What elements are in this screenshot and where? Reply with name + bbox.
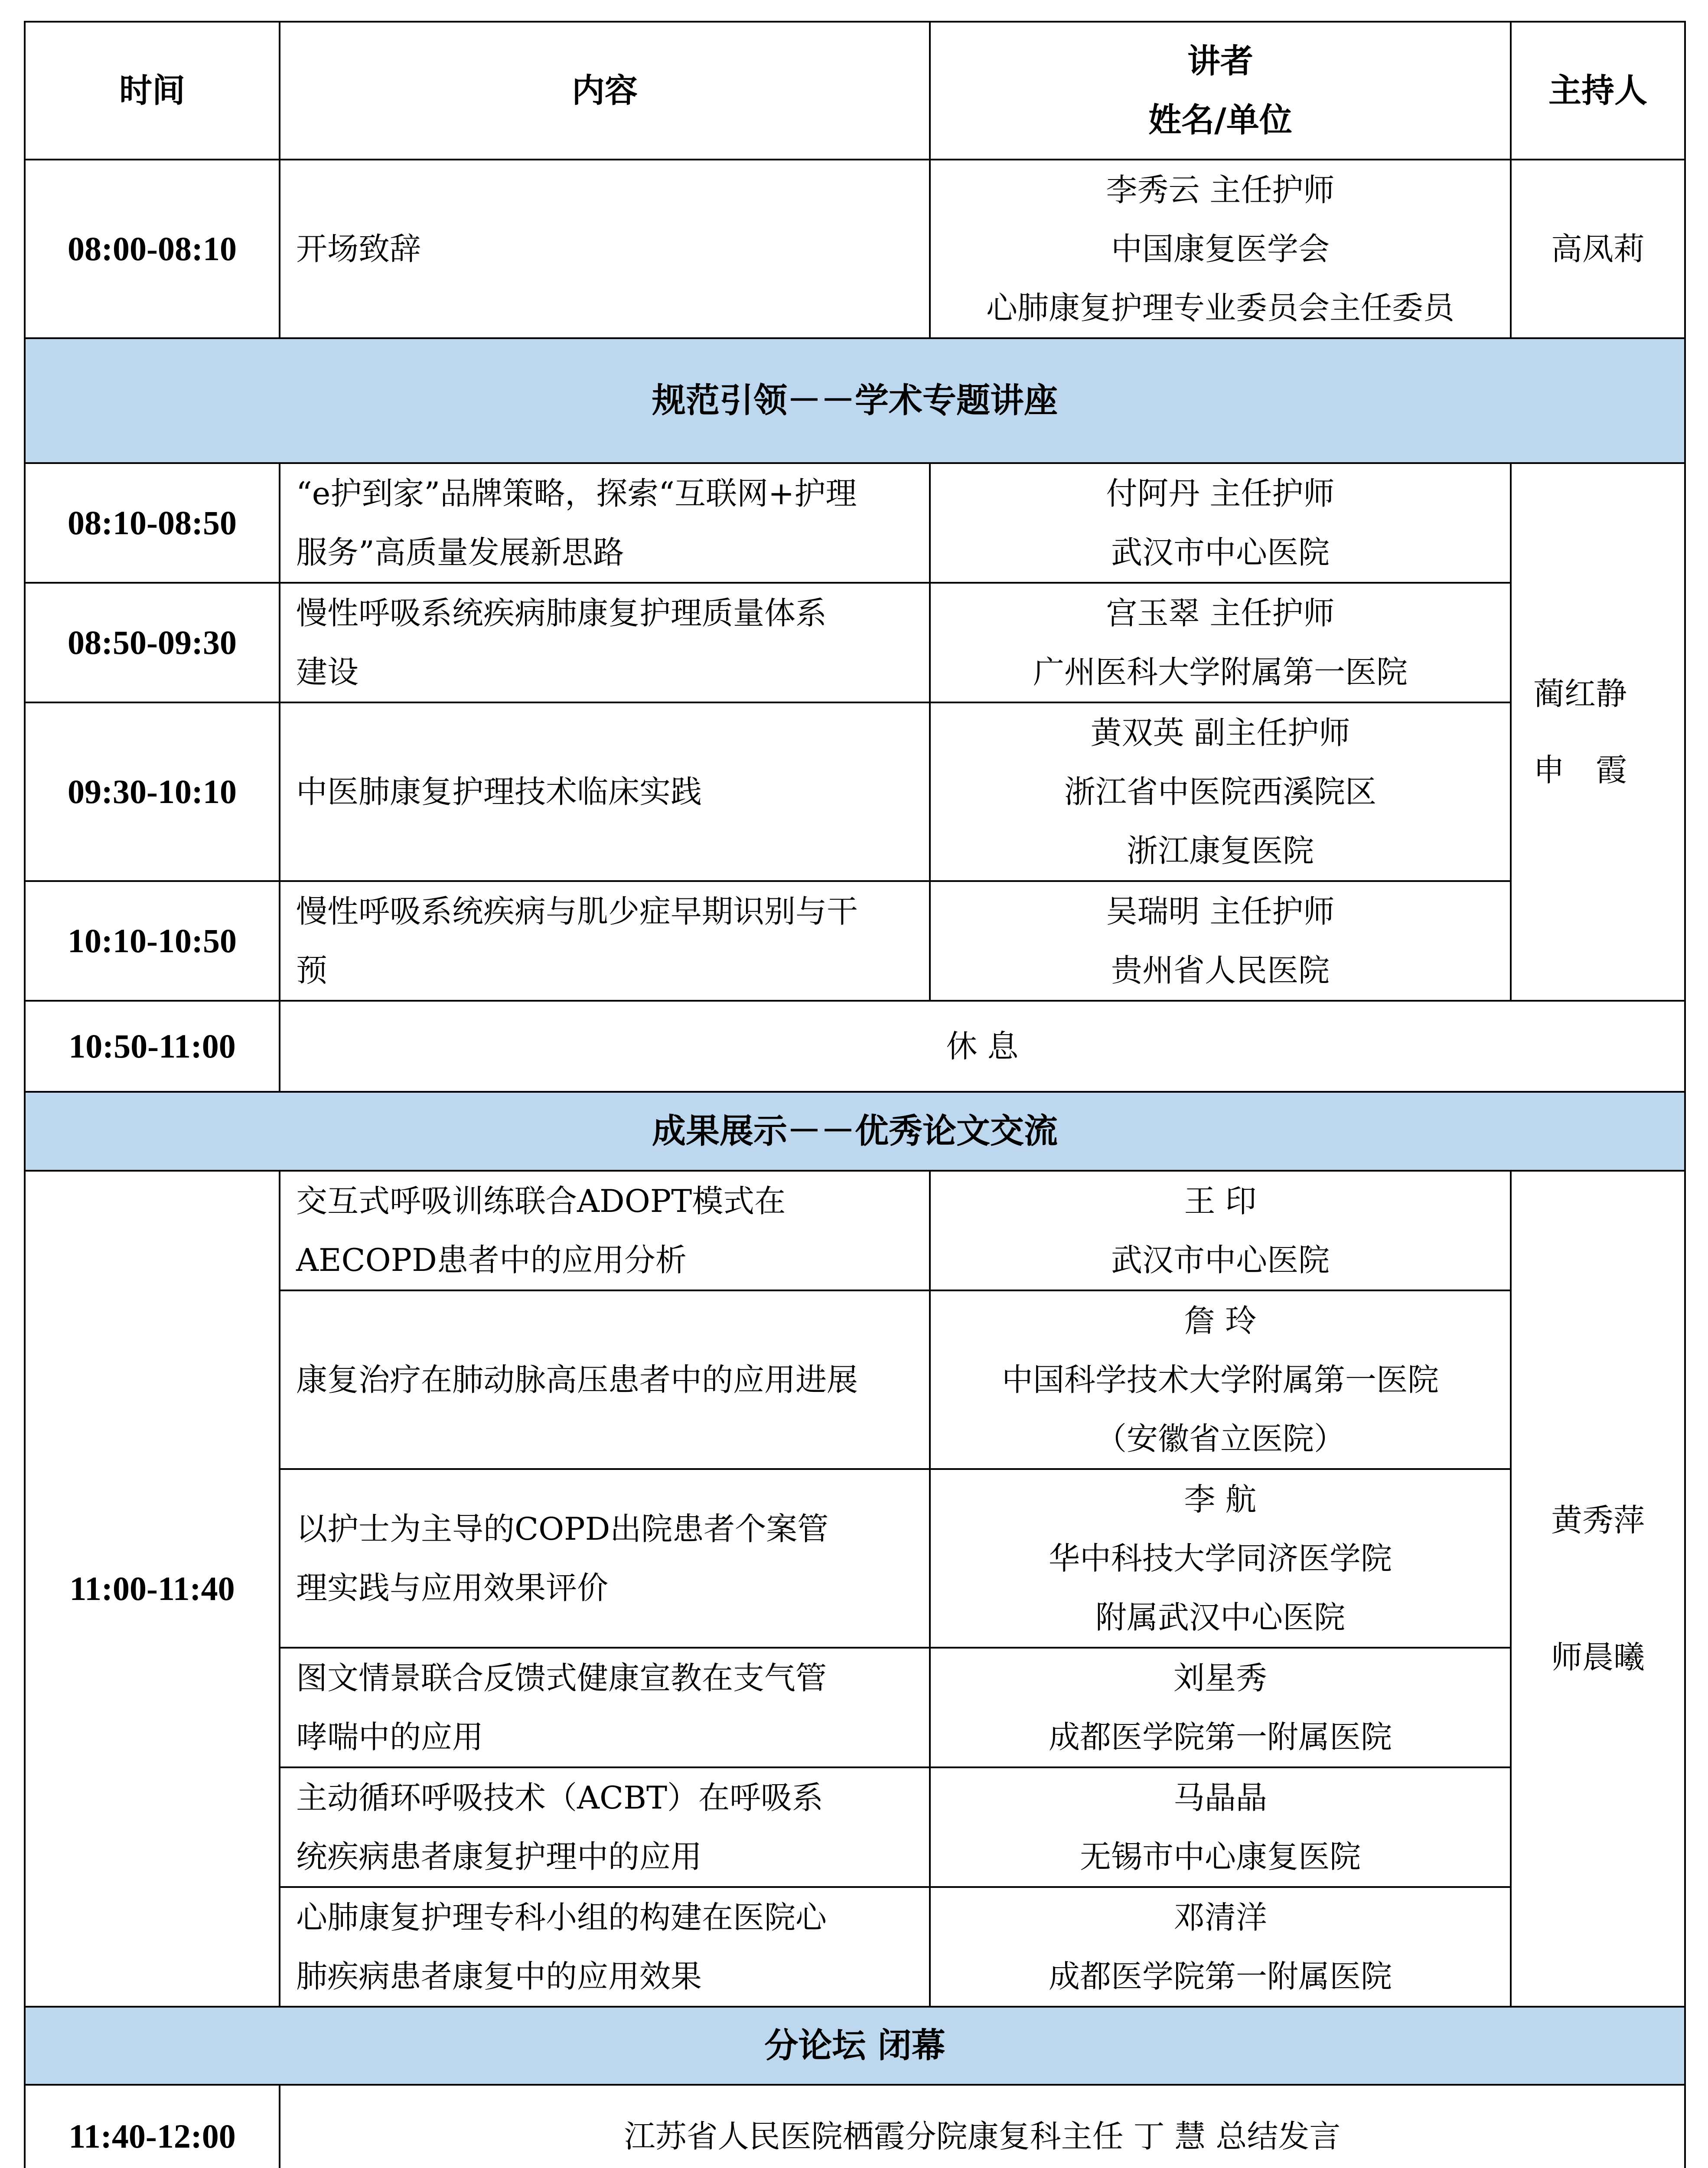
speaker-line: 贵州省人民医院 bbox=[1111, 952, 1330, 989]
header-speaker-line2: 姓名/单位 bbox=[1148, 101, 1292, 139]
opening-speaker-line: 心肺康复护理专业委员会主任委员 bbox=[986, 290, 1454, 326]
content-line: 建设 bbox=[296, 654, 359, 690]
opening-speaker-line: 中国康复医学会 bbox=[1111, 231, 1330, 267]
speaker-line: 中国科学技术大学附属第一医院 bbox=[1001, 1362, 1439, 1398]
speaker-line: （安徽省立医院） bbox=[1095, 1420, 1345, 1457]
row-content bbox=[280, 702, 930, 881]
closing-time: 11:40-12:00 bbox=[25, 2085, 280, 2168]
speaker-line: 浙江康复医院 bbox=[1126, 833, 1314, 869]
row-content bbox=[280, 463, 930, 583]
break-label: 休 息 bbox=[280, 1001, 1685, 1092]
closing-row bbox=[25, 2085, 1685, 2168]
row-content bbox=[280, 1887, 930, 2007]
section1-host bbox=[1511, 463, 1685, 1001]
speaker-line: 马晶晶 bbox=[1173, 1779, 1267, 1816]
speaker-line: 武汉市中心医院 bbox=[1111, 1242, 1330, 1278]
row-speaker bbox=[930, 1469, 1511, 1648]
content-line: AECOPD患者中的应用分析 bbox=[296, 1242, 687, 1278]
content-line: 以护士为主导的COPD出院患者个案管 bbox=[296, 1511, 829, 1547]
header-speaker bbox=[930, 22, 1511, 160]
speaker-line: 刘星秀 bbox=[1173, 1660, 1267, 1696]
speaker-line: 邓清洋 bbox=[1173, 1899, 1267, 1936]
row-content bbox=[280, 1290, 930, 1469]
speaker-line: 浙江省中医院西溪院区 bbox=[1064, 774, 1376, 810]
content-line: 理实践与应用效果评价 bbox=[296, 1570, 609, 1606]
opening-content: 开场致辞 bbox=[280, 160, 930, 338]
speaker-line: 詹 玲 bbox=[1184, 1303, 1257, 1339]
opening-time: 08:00-08:10 bbox=[25, 160, 280, 338]
row-speaker bbox=[930, 463, 1511, 583]
speaker-line: 华中科技大学同济医学院 bbox=[1048, 1540, 1392, 1577]
opening-speaker-line: 李秀云 主任护师 bbox=[1106, 172, 1335, 208]
speaker-line: 无锡市中心康复医院 bbox=[1079, 1838, 1361, 1875]
speaker-line: 成都医学院第一附属医院 bbox=[1048, 1719, 1392, 1755]
row-content bbox=[280, 1648, 930, 1767]
content-line: 交互式呼吸训练联合ADOPT模式在 bbox=[296, 1183, 786, 1219]
content-line: 统疾病患者康复护理中的应用 bbox=[296, 1838, 702, 1875]
host-name: 师晨曦 bbox=[1551, 1639, 1645, 1675]
section2-title: 成果展示－－优秀论文交流 bbox=[25, 1092, 1685, 1171]
row-time: 08:10-08:50 bbox=[25, 463, 280, 583]
content-line: 慢性呼吸系统疾病肺康复护理质量体系 bbox=[296, 595, 827, 631]
closing-content: 江苏省人民医院栖霞分院康复科主任 丁 慧 总结发言 bbox=[280, 2085, 1685, 2168]
header-time: 时间 bbox=[25, 22, 280, 160]
section-header bbox=[25, 338, 1685, 463]
speaker-line: 广州医科大学附属第一医院 bbox=[1033, 654, 1408, 690]
row-speaker bbox=[930, 1171, 1511, 1290]
speaker-line: 附属武汉中心医院 bbox=[1095, 1599, 1345, 1636]
table-row bbox=[25, 583, 1685, 702]
row-content bbox=[280, 1469, 930, 1648]
break-time: 10:50-11:00 bbox=[25, 1001, 280, 1092]
host-spacer bbox=[1533, 723, 1669, 741]
header-row bbox=[25, 22, 1685, 160]
speaker-line: 黄双英 副主任护师 bbox=[1090, 715, 1350, 751]
row-content bbox=[280, 583, 930, 702]
section2-time: 11:00-11:40 bbox=[25, 1171, 280, 2007]
host-name: 蔺红静 bbox=[1533, 676, 1627, 712]
row-speaker bbox=[930, 1290, 1511, 1469]
section-header bbox=[25, 1092, 1685, 1171]
content-line: 肺疾病患者康复中的应用效果 bbox=[296, 1958, 702, 1995]
header-speaker-line1: 讲者 bbox=[1187, 42, 1253, 80]
row-time: 08:50-09:30 bbox=[25, 583, 280, 702]
table-row bbox=[25, 702, 1685, 881]
content-line: 哮喘中的应用 bbox=[296, 1719, 484, 1755]
row-content bbox=[280, 1171, 930, 1290]
row-time: 09:30-10:10 bbox=[25, 702, 280, 881]
opening-row bbox=[25, 160, 1685, 338]
opening-host: 高凤莉 bbox=[1511, 160, 1685, 338]
opening-speaker bbox=[930, 160, 1511, 338]
content-line: 服务”高质量发展新思路 bbox=[296, 534, 624, 571]
table-row bbox=[25, 881, 1685, 1001]
speaker-line: 宫玉翠 主任护师 bbox=[1106, 595, 1335, 631]
table-row bbox=[25, 1171, 1685, 1290]
row-time: 10:10-10:50 bbox=[25, 881, 280, 1001]
host-spacer bbox=[1527, 1550, 1669, 1628]
header-host: 主持人 bbox=[1511, 22, 1685, 160]
row-speaker bbox=[930, 1767, 1511, 1887]
speaker-line: 吴瑞明 主任护师 bbox=[1106, 893, 1335, 930]
speaker-line: 成都医学院第一附属医院 bbox=[1048, 1958, 1392, 1995]
row-content bbox=[280, 881, 930, 1001]
row-speaker bbox=[930, 702, 1511, 881]
row-speaker bbox=[930, 881, 1511, 1001]
speaker-line: 李 航 bbox=[1184, 1481, 1257, 1518]
break-row bbox=[25, 1001, 1685, 1092]
speaker-line: 王 印 bbox=[1184, 1183, 1257, 1219]
host-name: 申 霞 bbox=[1533, 752, 1627, 788]
agenda-sheet bbox=[24, 21, 1684, 2168]
content-line: 预 bbox=[296, 952, 328, 989]
header-content: 内容 bbox=[280, 22, 930, 160]
speaker-line: 武汉市中心医院 bbox=[1111, 534, 1330, 571]
row-speaker bbox=[930, 583, 1511, 702]
content-line: 图文情景联合反馈式健康宣教在支气管 bbox=[296, 1660, 827, 1696]
speaker-line: 付阿丹 主任护师 bbox=[1106, 475, 1335, 512]
content-line: 中医肺康复护理技术临床实践 bbox=[296, 774, 702, 810]
row-speaker bbox=[930, 1887, 1511, 2007]
content-line: 主动循环呼吸技术（ACBT）在呼吸系 bbox=[296, 1779, 824, 1816]
table-row bbox=[25, 463, 1685, 583]
content-line: “e护到家”品牌策略，探索“互联网+护理 bbox=[296, 475, 857, 512]
section1-title: 规范引领－－学术专题讲座 bbox=[25, 338, 1685, 463]
content-line: 康复治疗在肺动脉高压患者中的应用进展 bbox=[296, 1362, 858, 1398]
host-name: 黄秀萍 bbox=[1551, 1502, 1645, 1538]
section3-title: 分论坛 闭幕 bbox=[25, 2007, 1685, 2085]
content-line: 慢性呼吸系统疾病与肌少症早期识别与干 bbox=[296, 893, 858, 930]
content-line: 心肺康复护理专科小组的构建在医院心 bbox=[296, 1899, 827, 1936]
row-content bbox=[280, 1767, 930, 1887]
agenda-table bbox=[24, 21, 1686, 2168]
section2-host bbox=[1511, 1171, 1685, 2007]
section-header bbox=[25, 2007, 1685, 2085]
row-speaker bbox=[930, 1648, 1511, 1767]
